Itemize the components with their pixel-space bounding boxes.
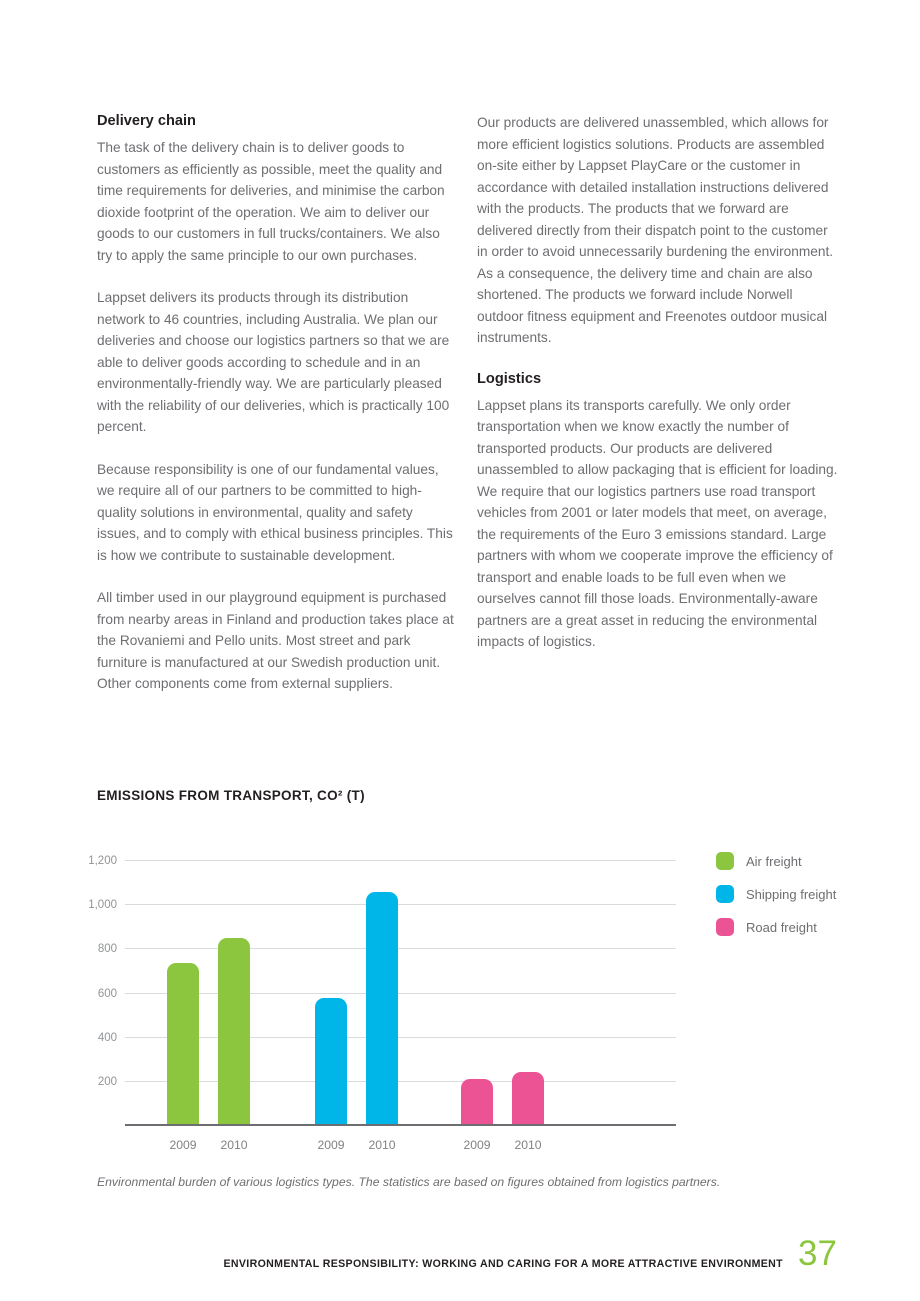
x-axis-tick-label: 2010 xyxy=(220,1138,248,1152)
gridline xyxy=(125,860,676,861)
y-axis-tick-label: 400 xyxy=(97,1031,117,1044)
bar-air-freight-2010 xyxy=(218,938,250,1126)
x-axis-tick-label: 2010 xyxy=(368,1138,396,1152)
gridline xyxy=(125,948,676,949)
y-axis-tick-label: 600 xyxy=(97,987,117,1000)
legend-item xyxy=(716,918,836,936)
gridline xyxy=(125,993,676,994)
legend-color-swatch xyxy=(716,885,734,903)
paragraph: Lappset delivers its products through its distribution network to 46 countries, including Australia. We plan our deliveries and choose our logistics partners so that we are able to deliver goods according to schedule and in an environmentally-friendly way. We are particularly pleased with the reliability of our deliveries, which is practically 100 percent. xyxy=(97,290,450,434)
x-axis-tick-label: 2009 xyxy=(169,1138,197,1152)
y-axis-tick-label: 200 xyxy=(97,1075,117,1088)
x-axis-tick-label: 2009 xyxy=(463,1138,491,1152)
legend-item xyxy=(716,885,836,903)
paragraph: The task of the delivery chain is to deliver goods to customers as efficiently as possible, meet the quality and time requirements for deliveries, and minimise the carbon dioxide footprint of the operation. We aim to deliver our goods to our customers in full trucks/containers. We also try to apply the same principle to our own purchases. xyxy=(97,140,445,263)
chart-caption: Environmental burden of various logistics types. The statistics are based on figures obtained from logistics partners. xyxy=(97,1175,721,1189)
paragraph: Lappset plans its transports carefully. We only order transportation when we know exactly the number of transported products. Our products are delivered unassembled to allow packaging that is efficient for loading. We require that our logistics partners use road transport vehicles from 2001 or later models that meet, on average, the requirements of the Euro 3 emissions standard. Large partners with whom we cooperate improve the efficiency of transport and enable loads to be full even when we ourselves cannot fill those loads. Environmentally-aware partners are a great asset in reducing the environmental impacts of logistics. xyxy=(477,397,838,649)
section-heading-logistics: Logistics xyxy=(477,370,542,387)
legend-color-swatch xyxy=(716,852,734,870)
bar-road-freight-2009 xyxy=(461,1079,493,1126)
legend-label: Air freight xyxy=(746,853,802,869)
paragraph: Our products are delivered unassembled, which allows for more efficient logistics solutions. Products are assembled on-site either by Lappset PlayCare or the customer in accordance with detailed installation instructions delivered with the products. The products that we forward are delivered directly from their dispatch point to the customer in order to avoid unnecessarily burdening the environment. As a consequence, the delivery time and chain are also shortened. The products we forward include Norwell outdoor fitness equipment and Freenotes outdoor musical instruments. xyxy=(477,115,834,345)
gridline xyxy=(125,1037,676,1038)
legend-item xyxy=(716,852,836,870)
gridline xyxy=(125,1081,676,1082)
legend-label: Road freight xyxy=(746,919,817,935)
legend-color-swatch xyxy=(716,918,734,936)
y-axis-tick-label: 1,000 xyxy=(88,899,117,912)
bar-chart xyxy=(88,855,676,1152)
legend-label: Shipping freight xyxy=(746,886,837,902)
bar-air-freight-2009 xyxy=(167,963,199,1126)
bar-road-freight-2010 xyxy=(512,1072,544,1126)
footer-section-title: ENVIRONMENTAL RESPONSIBILITY: WORKING AND CARING FOR A MORE ATTRACTIVE ENVIRONMENT xyxy=(223,1258,783,1270)
right-column xyxy=(477,112,841,674)
y-axis-tick-label: 1,200 xyxy=(88,855,117,867)
bar-shipping-freight-2010 xyxy=(366,892,398,1126)
chart-title: EMISSIONS FROM TRANSPORT, CO² (T) xyxy=(97,788,365,803)
left-column xyxy=(97,112,457,716)
bar-shipping-freight-2009 xyxy=(315,998,347,1126)
paragraph: All timber used in our playground equipment is purchased from nearby areas in Finland and production takes place at the Rovaniemi and Pello units. Most street and park furniture is manufactured at our Swedish production unit. Other components come from external suppliers. xyxy=(97,590,454,691)
y-axis-tick-label: 800 xyxy=(97,943,117,956)
section-heading-delivery-chain: Delivery chain xyxy=(97,113,196,129)
x-axis-line xyxy=(125,1124,676,1126)
page-number: 37 xyxy=(798,1234,837,1273)
chart-legend xyxy=(716,852,836,951)
gridline xyxy=(125,904,676,905)
paragraph: Because responsibility is one of our fundamental values, we require all of our partners to be committed to high-quality solutions in environmental, quality and safety issues, and to comply with ethical business principles. This is how we contribute to sustainable development. xyxy=(97,461,453,563)
x-axis-tick-label: 2009 xyxy=(317,1138,345,1152)
x-axis-tick-label: 2010 xyxy=(514,1138,542,1152)
